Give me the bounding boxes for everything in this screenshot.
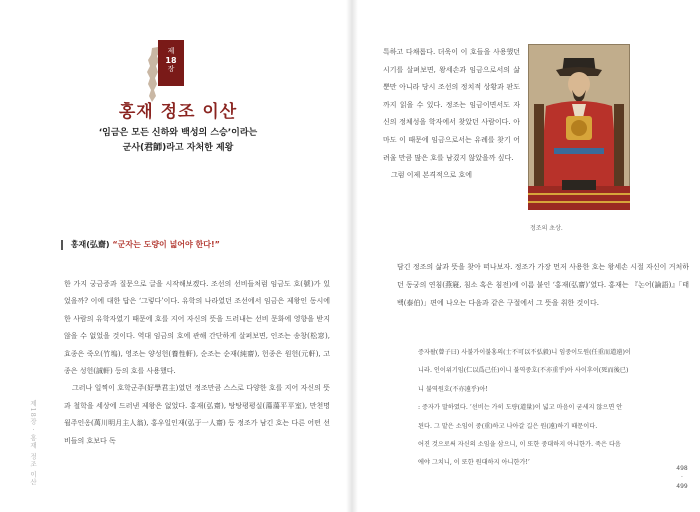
- chapter-badge-number: 18: [165, 56, 177, 65]
- subtitle-line-1: ‘임금은 모든 신하와 백성의 스승’이라는: [98, 128, 258, 138]
- section-heading: [61, 239, 220, 250]
- chapter-title: 홍재 정조 이산: [118, 102, 238, 122]
- running-header: 제18장 · 홍재 정조 이산: [29, 400, 37, 486]
- section-heading-name: 홍재(弘齋): [70, 240, 110, 249]
- quote-line-4: : 증자가 말하였다. ‘선비는 가히 도량(道量)이 넓고 마음이 굳세지 않으면 안: [418, 404, 623, 412]
- page-numbers: [672, 464, 692, 491]
- chapter-badge-suffix: 장: [167, 65, 175, 73]
- chapter-subtitle: [60, 126, 296, 156]
- subtitle-line-2: 군사(君師)라고 자처한 제왕: [122, 143, 234, 153]
- quote-line-2: 니라. 인이위기임(仁以爲己任)이니 불역중호(不亦重乎)아 사이후이(死而後已): [418, 367, 629, 375]
- analects-quote: [418, 344, 668, 473]
- chapter-badge: [158, 40, 184, 86]
- right-column-text: [383, 44, 520, 185]
- book-gutter: [346, 0, 358, 512]
- chapter-badge-prefix: 제: [167, 47, 175, 55]
- quote-line-7: 에야 그치니, 이 또한 원대하지 아니한가!’: [418, 459, 530, 467]
- portrait-caption: 정조의 초상.: [530, 225, 563, 232]
- right-column-paragraph-2: 그럼 이제 본격적으로 호에: [391, 171, 473, 180]
- page-number-dot: ·: [681, 474, 683, 481]
- portrait-illustration: [528, 44, 630, 210]
- page-number-right: 499: [676, 483, 688, 490]
- right-paragraph-1: 담긴 정조의 삶과 뜻을 찾아 떠나보자. 정조가 가장 먼저 사용한 호는 왕세손 시절 자신이 거처하던 동궁의 연침(燕寢, 침소 혹은 침전)에 이름 붙인 ‘홍재(弘齋)’였다. 홍재는 『논어(論語)』「태백(泰伯)」편에 나오는 다음과 같은 구절에서 그 뜻을 취한 것이다.: [397, 263, 689, 307]
- quote-line-6: 어진 것으로써 자신의 소임을 삼으니, 이 또한 중대하지 아니한가. 죽은 다음: [418, 441, 621, 449]
- right-column-paragraph-1: 특하고 다채롭다. 더욱이 이 호들을 사용했던 시기를 살펴보면, 왕세손과 임금으로서의 삶뿐만 아니라 당시 조선의 정치적 상황과 판도까지 읽을 수 있다. 정조는 임금이면서도 자신의 정체성을 학자에서 찾았던 사람이다. 아마도 이 때문에 임금으로서는 유례를 찾기 어려울 만큼 많은 호를 남겼지 않았을까 싶다.: [383, 48, 520, 162]
- section-heading-quote: “군자는 도량이 넓어야 한다!”: [112, 240, 220, 249]
- left-paragraph-2: 그러나 일찍이 호학군주(好學君主)였던 정조만큼 스스로 다양한 호를 지어 자신의 뜻과 철학을 세상에 드러낸 제왕은 없었다. 홍재(弘齋), 탕탕평평실(蕩蕩平平室), 만천명월주인옹(萬川明月主人翁), 홍우일인재(弘于一人齋) 등 정조가 남긴 호는 다른 어떤 선비들의 호보다 독: [64, 384, 330, 445]
- left-paragraph-1: 한 가지 궁금증과 질문으로 글을 시작해보겠다. 조선의 선비들처럼 임금도 호(號)가 있었을까? 이에 대한 답은 ‘그렇다’이다. 유학의 나라였던 조선에서 임금은 제왕인 동시에 한 사람의 유학자였기 때문에 호를 지어 자신의 뜻을 드러내는 선비 문화에 영향을 받지 않을 수 없었을 것이다. 역대 임금의 호에 관해 간단하게 살펴보면, 인조는 송창(松窓), 효종은 죽오(竹塢), 영조는 양성헌(養性軒), 순조는 순재(純齋), 헌종은 원헌(元軒), 고종은 성헌(誠軒) 등의 호를 사용했다.: [64, 280, 330, 376]
- right-page-body: [397, 259, 689, 312]
- heading-bar-icon: [61, 240, 63, 250]
- left-page-body: [64, 276, 330, 450]
- king-portrait-image: [528, 44, 630, 210]
- quote-line-5: 된다. 그 맡은 소임이 중(重)하고 나아갈 길은 원(遠)하기 때문이다.: [418, 422, 598, 430]
- quote-line-1: 증자왈(曾子曰) 사불가이불홍의(士不可以不弘毅)니 임중이도원(任重而道遠)이: [418, 349, 631, 356]
- quote-line-3: 니 불역원호(不亦遠乎)아!: [418, 385, 488, 393]
- page-number-left: 498: [676, 465, 688, 472]
